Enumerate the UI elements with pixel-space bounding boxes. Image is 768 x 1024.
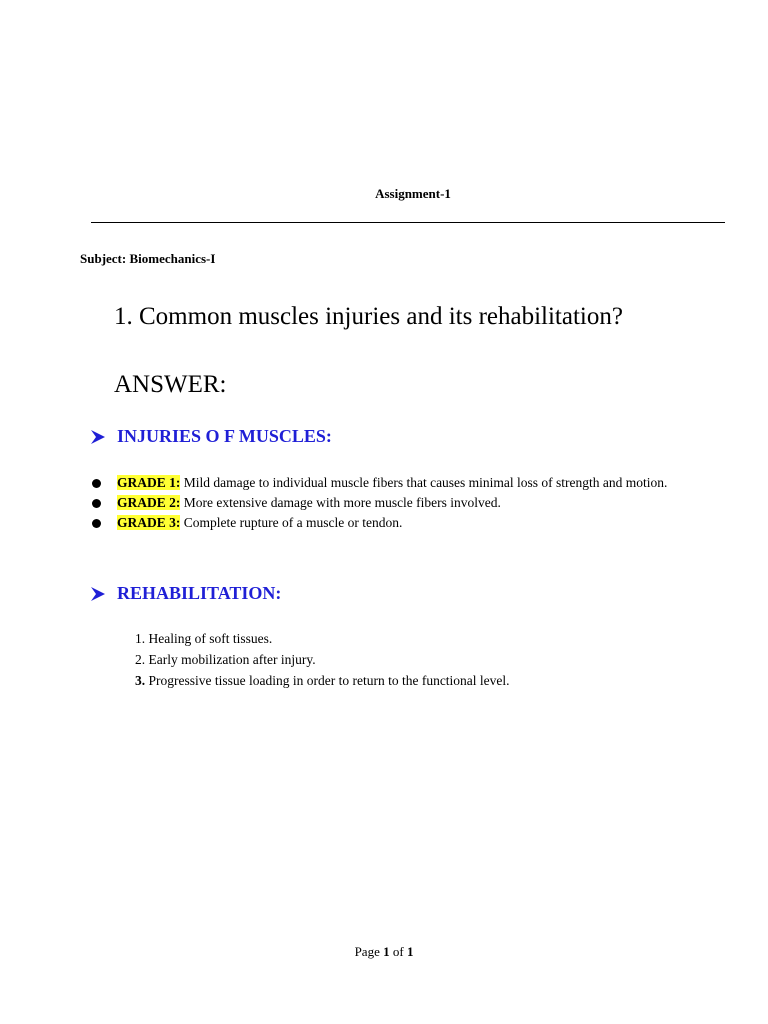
document-title: Assignment-1 [375,186,451,201]
page-number: 1 [383,944,390,959]
bullet-icon [92,479,101,488]
bullet-icon [92,499,101,508]
step-number: 3. [135,673,146,688]
list-item [90,513,710,533]
arrow-bullet-icon [90,429,117,445]
list-item [135,670,510,691]
list-item [90,473,710,493]
step-number: 2. [135,652,146,667]
question-text: 1. Common muscles injuries and its rehabilitation? [114,303,623,330]
page-footer [0,944,768,960]
grade-label: GRADE 1: [117,475,181,490]
grade-label: GRADE 2: [117,495,181,510]
page-total: 1 [406,944,414,959]
list-item [135,628,510,649]
rehabilitation-heading [90,583,281,604]
bullet-icon [92,519,101,528]
rehabilitation-step-list [135,628,510,691]
list-item [135,649,510,670]
grade-description: Complete rupture of a muscle or tendon. [180,515,403,530]
injuries-heading-label: INJURIES O F MUSCLES: [117,426,332,446]
subject-line: Subject: Biomechanics-I [80,251,216,266]
rehabilitation-heading-label: REHABILITATION: [117,583,282,603]
page-prefix: Page [354,944,384,959]
grade-description: More extensive damage with more muscle fibers involved. [180,495,501,510]
grade-label: GRADE 3: [117,515,181,530]
title-divider [91,222,725,223]
step-number: 1. [135,631,146,646]
page-of: of [389,944,407,959]
arrow-bullet-icon [90,586,117,602]
step-text: Healing of soft tissues. [145,631,273,646]
step-text: Early mobilization after injury. [145,652,316,667]
grade-description: Mild damage to individual muscle fibers that causes minimal loss of strength and motion. [180,475,668,490]
answer-label: ANSWER: [114,371,227,398]
list-item [90,493,710,513]
injury-grade-list [90,473,710,533]
step-text: Progressive tissue loading in order to return to the functional level. [145,673,510,688]
injuries-heading [90,426,332,447]
